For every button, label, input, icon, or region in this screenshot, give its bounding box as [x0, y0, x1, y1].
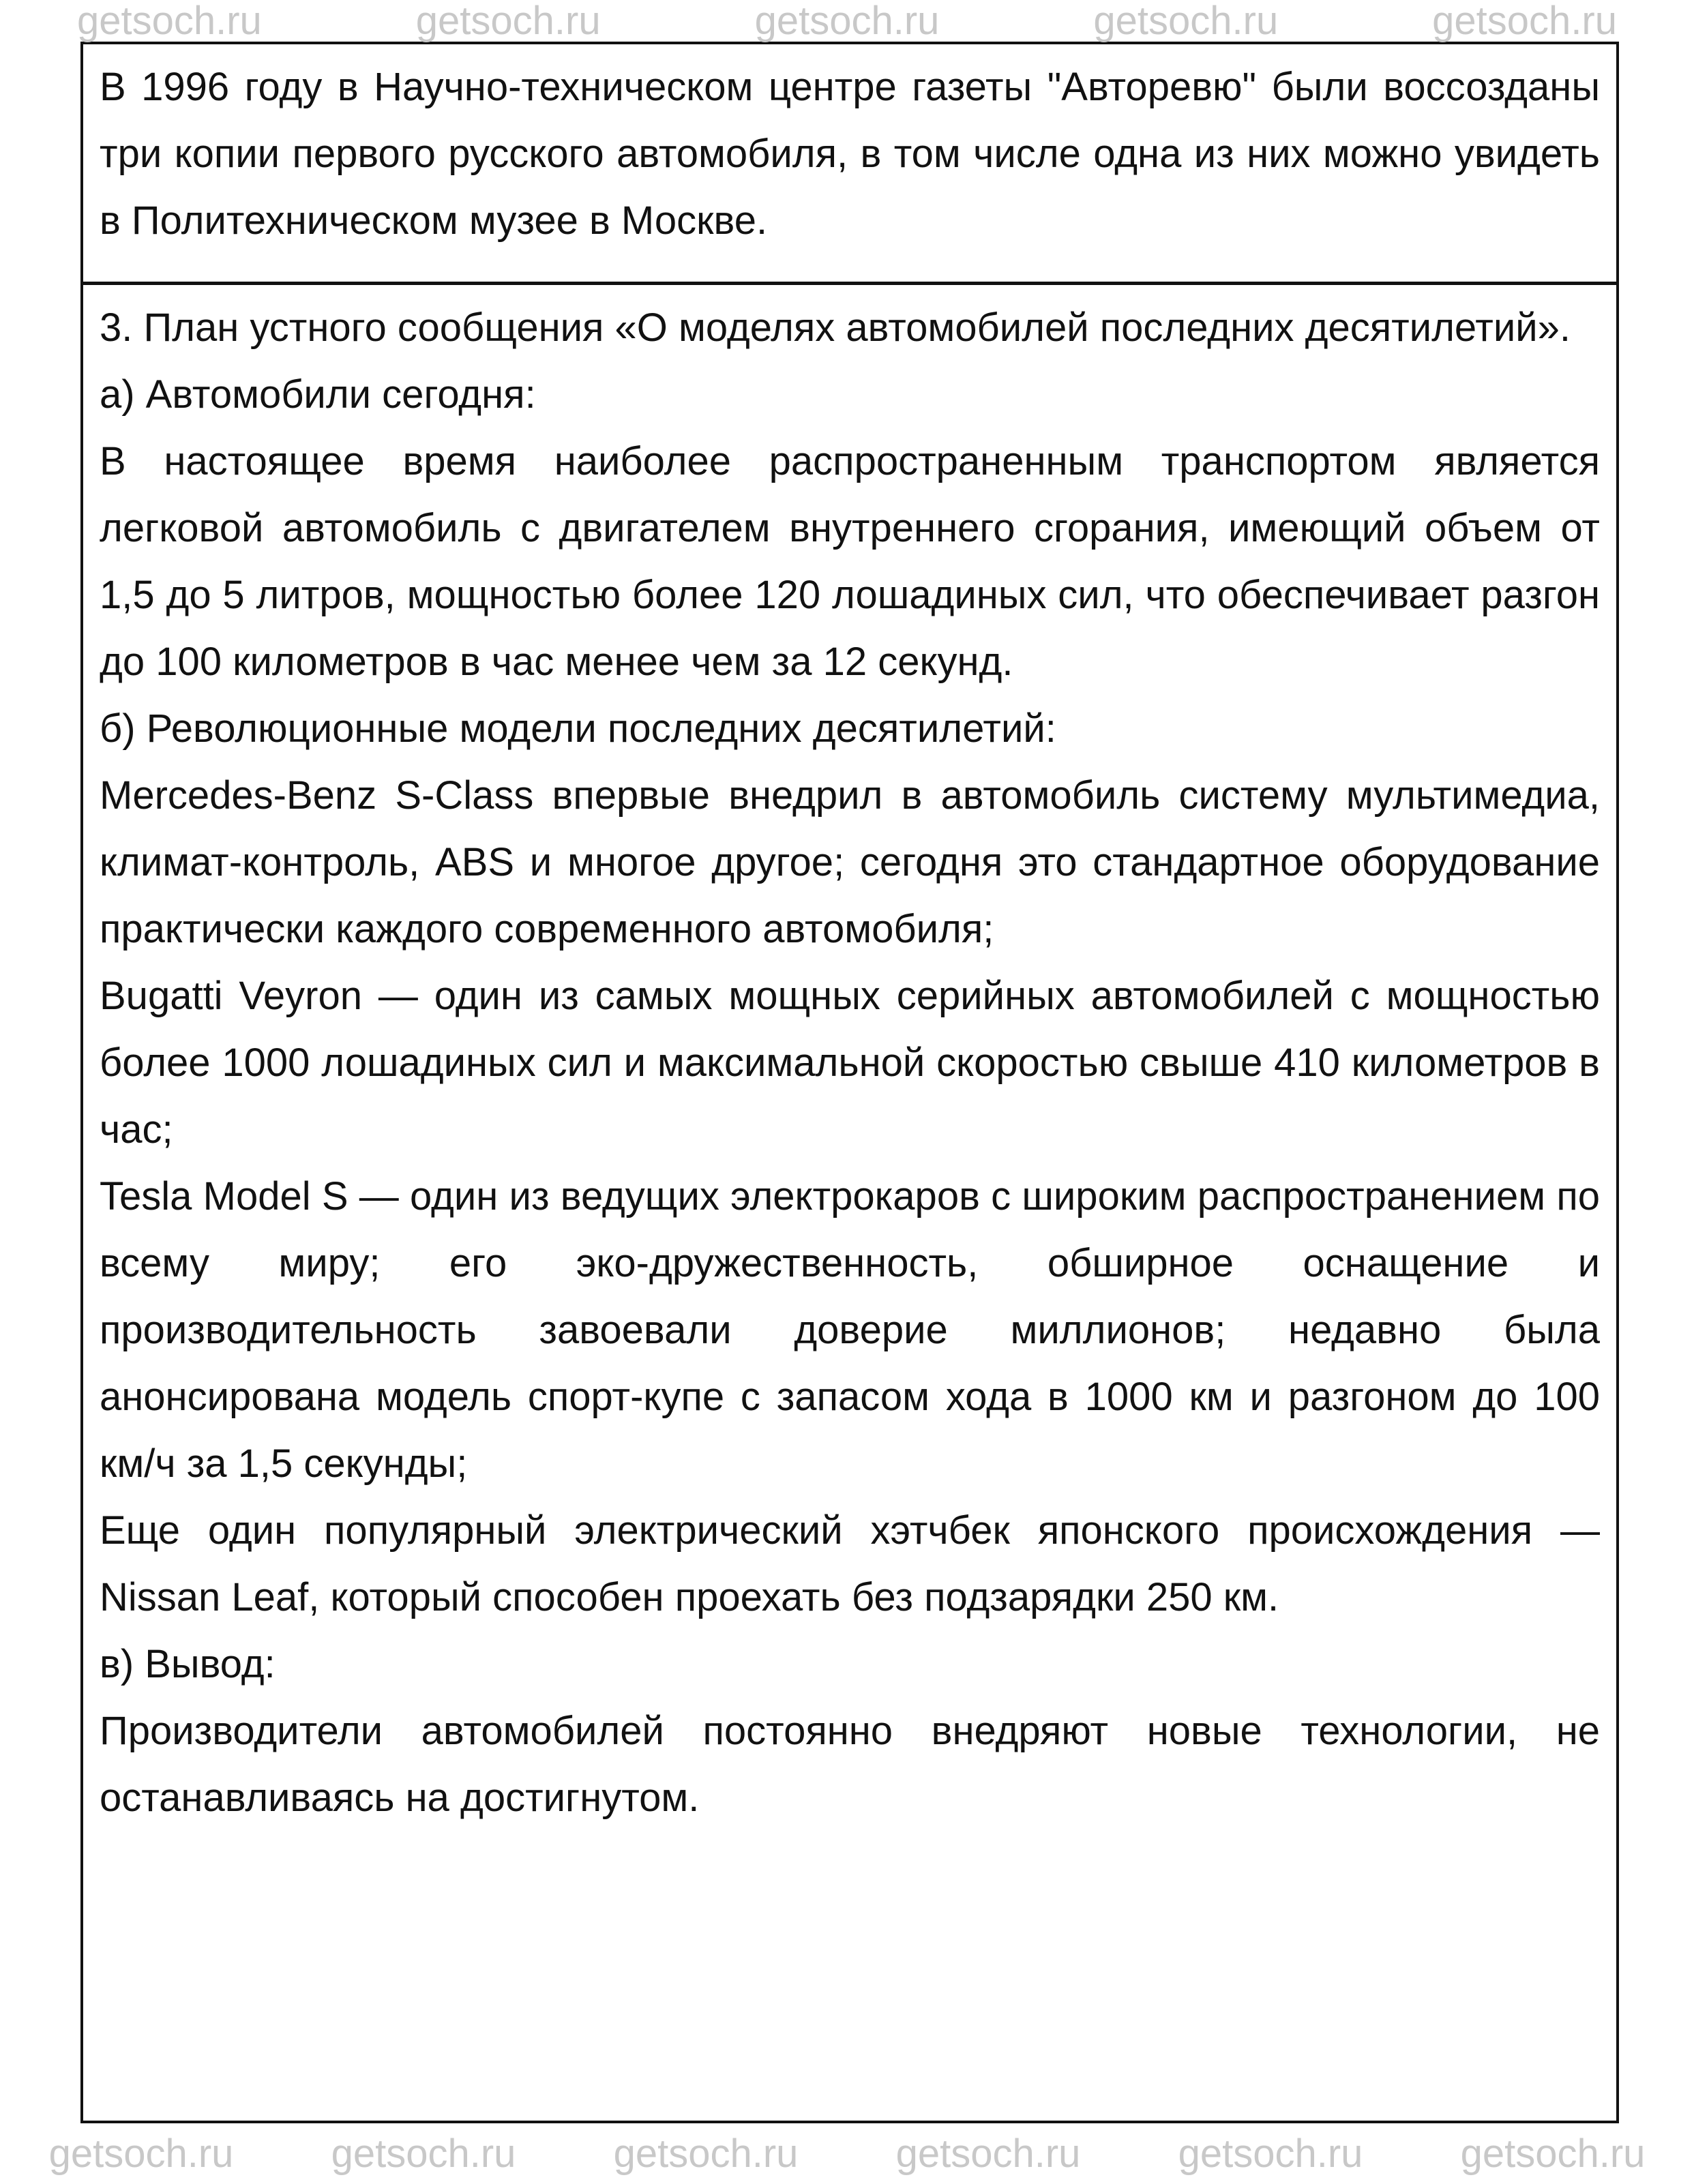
table-cell-plan — [83, 282, 1616, 2121]
watermark-row-bottom — [0, 2123, 1694, 2184]
watermark: getsoch.ru — [76, 0, 262, 43]
watermark: getsoch.ru — [1093, 0, 1279, 43]
watermark: getsoch.ru — [48, 2131, 234, 2176]
watermark: getsoch.ru — [1432, 0, 1617, 43]
watermark: getsoch.ru — [895, 2131, 1081, 2176]
section-heading-b: б) Революционные модели последних десятилетий: — [100, 706, 1056, 751]
paragraph-nissan: Еще один популярный электрический хэтчбек японского происхождения — Nissan Leaf, который способен проехать без подзарядки 250 км. — [100, 1508, 1600, 1619]
paragraph-bugatti: Bugatti Veyron — один из самых мощных серийных автомобилей с мощностью более 1000 лошадиных сил и максимальной скоростью свыше 410 километров в час; — [100, 974, 1600, 1152]
paragraph-conclusion: Производители автомобилей постоянно внедряют новые технологии, не останавливаясь на достигнутом. — [100, 1709, 1600, 1820]
section-heading-a: а) Автомобили сегодня: — [100, 372, 536, 417]
watermark: getsoch.ru — [415, 0, 601, 43]
watermark: getsoch.ru — [1178, 2131, 1363, 2176]
table-cell-history — [83, 44, 1616, 282]
content-table — [80, 42, 1619, 2123]
paragraph: В настоящее время наиболее распространенным транспортом является легковой автомобиль с двигателем внутреннего сгорания, имеющий объем от 1,5 до 5 литров, мощностью более 120 лошадиных сил, что обеспечивает разгон до 100 километров в час менее чем за 12 секунд. — [100, 439, 1600, 684]
paragraph: В 1996 году в Научно-техническом центре газеты "Авторевю" были воссозданы три копии первого русского автомобиля, в том числе одна из них можно увидеть в Политехническом музее в Москве. — [100, 65, 1600, 243]
watermark: getsoch.ru — [754, 0, 940, 43]
watermark: getsoch.ru — [331, 2131, 516, 2176]
plan-title: 3. План устного сообщения «О моделях автомобилей последних десятилетий». — [100, 305, 1571, 350]
watermark: getsoch.ru — [1460, 2131, 1646, 2176]
paragraph-mercedes: Mercedes-Benz S-Class впервые внедрил в автомобиль систему мультимедиа, климат-контроль, ABS и многое другое; сегодня это стандартное оборудование практически каждого современного автомобиля; — [100, 773, 1600, 951]
watermark: getsoch.ru — [613, 2131, 799, 2176]
watermark-row-top — [0, 0, 1694, 42]
section-heading-c: в) Вывод: — [100, 1642, 276, 1686]
paragraph-tesla: Tesla Model S — один из ведущих электрокаров с широким распространением по всему миру; его эко-дружественность, обширное оснащение и производительность завоевали доверие миллионов; недавно была анонсирована модель спорт-купе с запасом хода в 1000 км и разгоном до 100 км/ч за 1,5 секунды; — [100, 1174, 1600, 1486]
